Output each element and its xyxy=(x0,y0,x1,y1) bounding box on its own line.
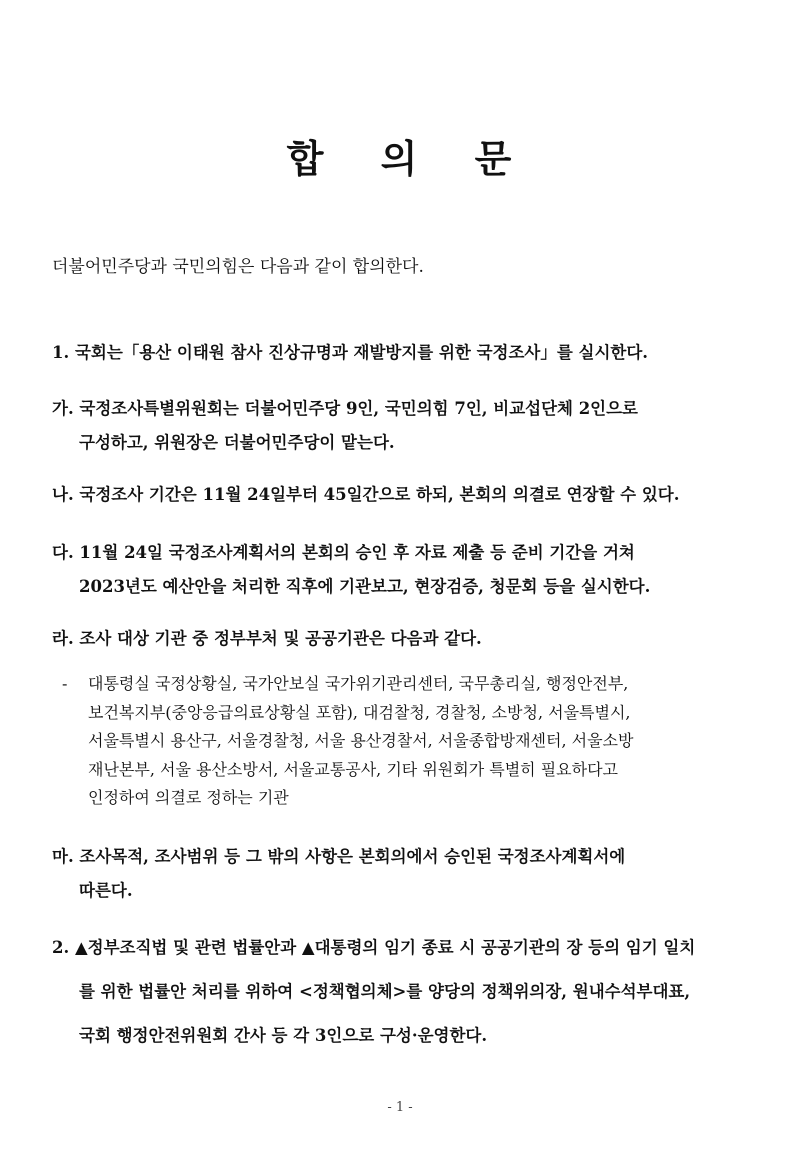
agency-line-2: 보건복지부(중앙응급의료상황실 포함), 대검찰청, 경찰청, 소방청, 서울특별시, xyxy=(88,702,631,722)
list-dash: - xyxy=(62,674,68,693)
item-na xyxy=(52,478,679,512)
item-ga xyxy=(52,392,638,460)
item-2-line2: 를 위한 법률안 처리를 위하여 <정책협의체>를 양당의 정책위의장, 원내수석부대표, xyxy=(79,982,691,1001)
item-2-line1: 2. ▲정부조직법 및 관련 법률안과 ▲대통령의 임기 종료 시 공공기관의 장 등의 임기 일치 xyxy=(52,938,696,957)
item-ra xyxy=(52,622,482,656)
agency-line-1: 대통령실 국정상황실, 국가안보실 국가위기관리센터, 국무총리실, 행정안전부, xyxy=(88,674,629,693)
agency-list xyxy=(62,670,633,813)
item-ra-line1: 라. 조사 대상 기관 중 정부부처 및 공공기관은 다음과 같다. xyxy=(52,629,482,648)
document-title: 합 의 문 xyxy=(286,136,534,181)
item-ma-line1: 마. 조사목적, 조사범위 등 그 밖의 사항은 본회의에서 승인된 국정조사계획서에 xyxy=(52,847,626,866)
intro-text: 더불어민주당과 국민의힘은 다음과 같이 합의한다. xyxy=(52,257,424,277)
item-ga-line2: 구성하고, 위원장은 더불어민주당이 맡는다. xyxy=(79,433,395,452)
item-da xyxy=(52,536,650,604)
agency-line-4: 재난본부, 서울 용산소방서, 서울교통공사, 기타 위원회가 특별히 필요하다고 xyxy=(88,759,618,779)
item-2 xyxy=(52,926,695,1058)
item-1: 1. 국회는「용산 이태원 참사 진상규명과 재발방지를 위한 국정조사」를 실시한다. xyxy=(52,343,649,362)
item-ma xyxy=(52,840,625,908)
item-da-line1: 다. 11월 24일 국정조사계획서의 본회의 승인 후 자료 제출 등 준비 기간을 거쳐 xyxy=(52,543,635,562)
item-ma-line2: 따른다. xyxy=(79,881,133,900)
agency-line-3: 서울특별시 용산구, 서울경찰청, 서울 용산경찰서, 서울종합방재센터, 서울소방 xyxy=(88,731,634,750)
page-number: - 1 - xyxy=(387,1100,413,1115)
item-2-line3: 국회 행정안전위원회 간사 등 각 3인으로 구성·운영한다. xyxy=(79,1026,488,1045)
item-ga-line1: 가. 국정조사특별위원회는 더불어민주당 9인, 국민의힘 7인, 비교섭단체 2인으로 xyxy=(52,399,638,418)
agency-line-5: 인정하여 의결로 정하는 기관 xyxy=(88,788,289,807)
item-na-line1: 나. 국정조사 기간은 11월 24일부터 45일간으로 하되, 본회의 의결로 연장할 수 있다. xyxy=(52,485,680,504)
item-da-line2: 2023년도 예산안을 처리한 직후에 기관보고, 현장검증, 청문회 등을 실시한다. xyxy=(79,577,651,596)
